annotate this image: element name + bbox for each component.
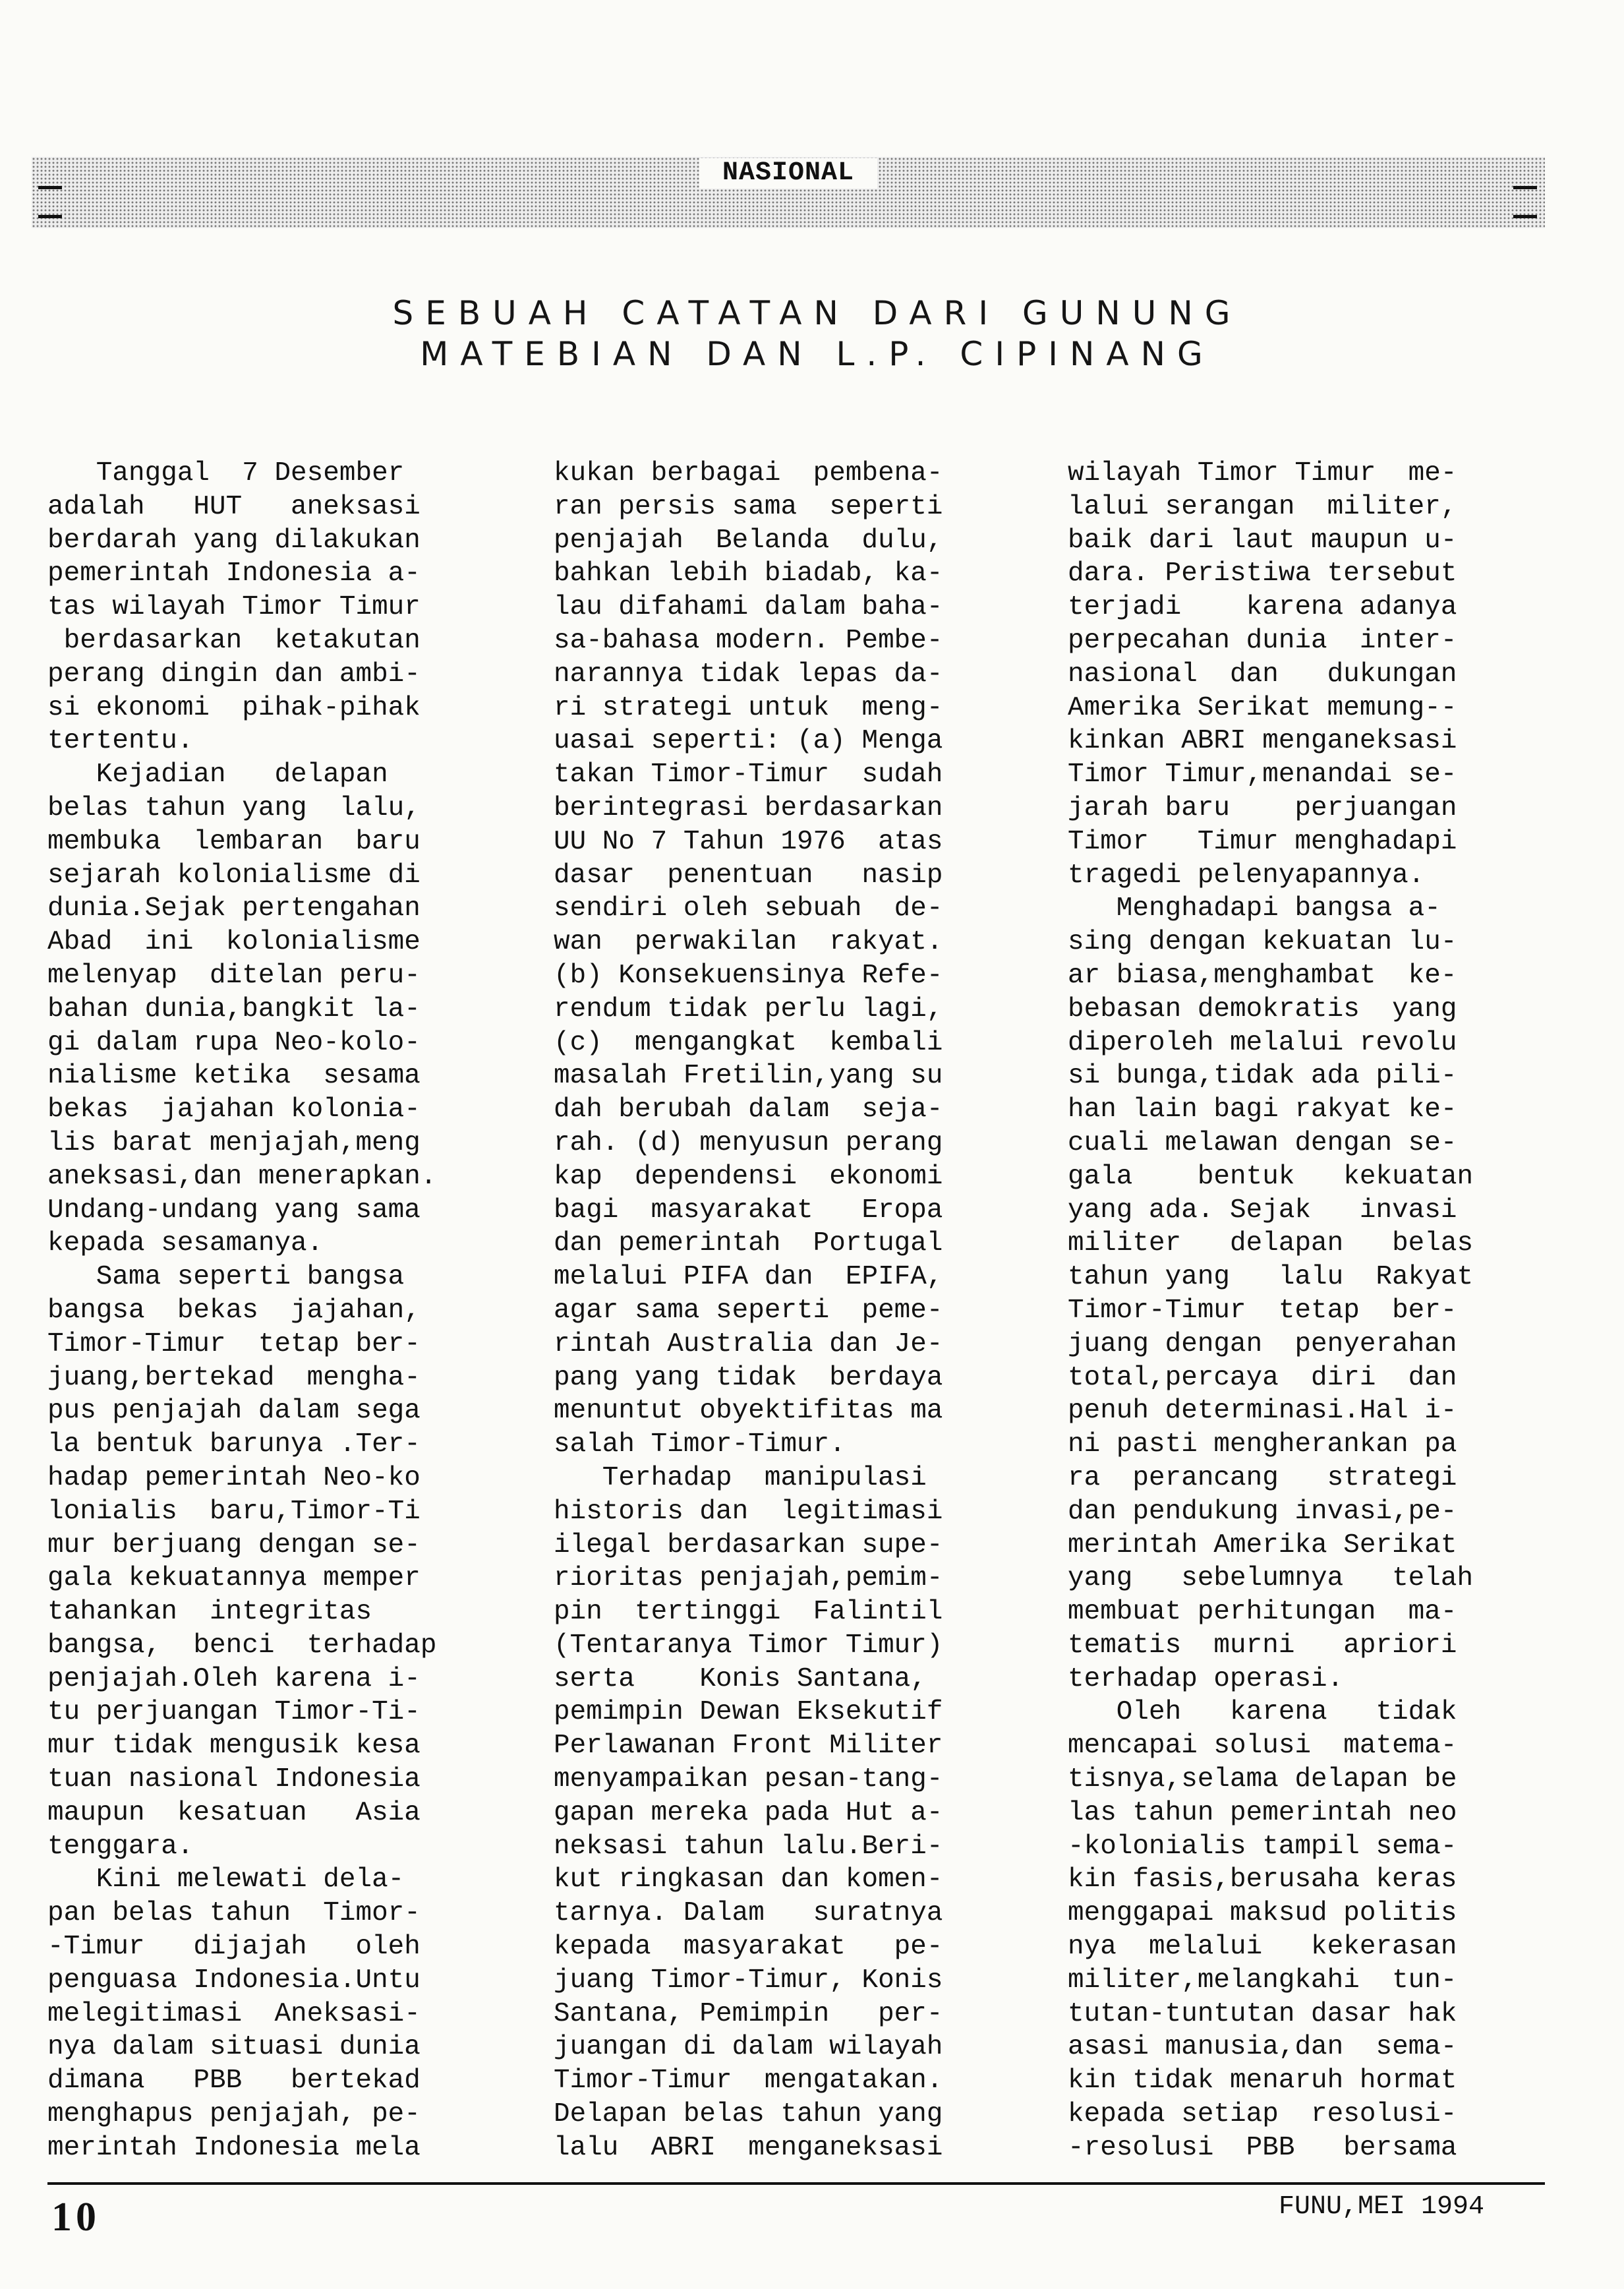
text-line: juangan di dalam wilayah — [554, 2032, 943, 2063]
text-line: rendum tidak perlu lagi, — [554, 994, 943, 1025]
text-line: melalui PIFA dan EPIFA, — [554, 1262, 943, 1293]
text-line: lau difahami dalam baha- — [554, 592, 943, 623]
text-line: adalah HUT aneksasi — [47, 491, 420, 522]
text-line: -Timur dijajah oleh — [47, 1932, 420, 1963]
text-line: lonialis baru,Timor-Ti — [47, 1496, 420, 1527]
text-line: Kini melewati dela- — [47, 1864, 405, 1895]
text-line: sejarah kolonialisme di — [47, 860, 420, 891]
text-line: gala kekuatannya memper — [47, 1563, 420, 1594]
text-line: kepada setiap resolusi- — [1068, 2099, 1457, 2130]
text-line: penguasa Indonesia.Untu — [47, 1965, 420, 1996]
text-line: rintah Australia dan Je- — [554, 1328, 943, 1359]
text-line: wilayah Timor Timur me- — [1068, 458, 1457, 489]
text-line: berdarah yang dilakukan — [47, 525, 420, 556]
headline-line-2: MATEBIAN DAN L.P. CIPINANG — [420, 335, 1215, 373]
text-line: lis barat menjajah,meng — [47, 1127, 420, 1158]
text-line: tu perjuangan Timor-Ti- — [47, 1697, 420, 1728]
text-line: sendiri oleh sebuah de- — [554, 893, 943, 924]
text-line: (b) Konsekuensinya Refe- — [554, 960, 943, 991]
text-line: penuh determinasi.Hal i- — [1068, 1396, 1457, 1427]
text-line: baik dari laut maupun u- — [1068, 525, 1457, 556]
text-line: ni pasti mengherankan pa — [1068, 1429, 1457, 1460]
section-header-bar — [32, 157, 1545, 228]
text-line: melenyap ditelan peru- — [47, 960, 420, 991]
text-line: kut ringkasan dan komen- — [554, 1864, 943, 1895]
text-line: Oleh karena tidak — [1068, 1697, 1457, 1728]
page-number: 10 — [51, 2195, 100, 2240]
text-line: rah. (d) menyusun perang — [554, 1127, 943, 1158]
text-line: nya melalui kekerasan — [1068, 1932, 1457, 1963]
text-line: melegitimasi Aneksasi- — [47, 1998, 420, 2029]
text-line: -kolonialis tampil sema- — [1068, 1831, 1457, 1862]
text-line: berdasarkan ketakutan — [47, 625, 420, 656]
text-line: (c) mengangkat kembali — [554, 1027, 943, 1058]
text-line: bangsa bekas jajahan, — [47, 1295, 420, 1326]
text-line: masalah Fretilin,yang su — [554, 1061, 943, 1092]
text-line: Timor-Timur mengatakan. — [554, 2066, 943, 2096]
text-line: militer,melangkahi tun- — [1068, 1965, 1457, 1996]
text-line: han lain bagi rakyat ke- — [1068, 1094, 1457, 1125]
article-column-1 — [47, 457, 522, 2165]
text-line: dunia.Sejak pertengahan — [47, 893, 420, 924]
text-line: uasai seperti: (a) Menga — [554, 726, 943, 757]
text-line: bahkan lebih biadab, ka- — [554, 558, 943, 589]
text-line: dan pendukung invasi,pe- — [1068, 1496, 1457, 1527]
headline-line-1: SEBUAH CATATAN DARI GUNUNG — [392, 294, 1242, 332]
text-line: militer delapan belas — [1068, 1228, 1474, 1259]
text-line: membuka lembaran baru — [47, 826, 420, 857]
text-line: bebasan demokratis yang — [1068, 994, 1457, 1025]
text-line: sa-bahasa modern. Pembe- — [554, 625, 943, 656]
text-line: ri strategi untuk meng- — [554, 692, 943, 723]
text-line: perpecahan dunia inter- — [1068, 625, 1457, 656]
text-line: juang,bertekad mengha- — [47, 1362, 420, 1393]
text-line: menghapus penjajah, pe- — [47, 2099, 420, 2130]
text-line: tutan-tuntutan dasar hak — [1068, 1998, 1457, 2029]
text-line: ra perancang strategi — [1068, 1462, 1457, 1493]
text-line: mur tidak mengusik kesa — [47, 1731, 420, 1762]
text-line: Tanggal 7 Desember — [47, 458, 405, 489]
text-line: bahan dunia,bangkit la- — [47, 994, 420, 1025]
text-line: mur berjuang dengan se- — [47, 1530, 420, 1561]
text-line: (Tentaranya Timor Timur) — [554, 1630, 943, 1661]
text-line: membuat perhitungan ma- — [1068, 1597, 1457, 1628]
text-line: aneksasi,dan menerapkan. — [47, 1161, 437, 1192]
text-line: tas wilayah Timor Timur — [47, 592, 420, 623]
text-line: merintah Amerika Serikat — [1068, 1530, 1457, 1561]
text-line: tertentu. — [47, 726, 194, 757]
text-line: maupun kesatuan Asia — [47, 1797, 420, 1828]
text-line: historis dan legitimasi — [554, 1496, 943, 1527]
text-line: bekas jajahan kolonia- — [47, 1094, 420, 1125]
text-line: pang yang tidak berdaya — [554, 1362, 943, 1393]
text-line: pemimpin Dewan Eksekutif — [554, 1697, 943, 1728]
text-line: gala bentuk kekuatan — [1068, 1161, 1474, 1192]
text-line: merintah Indonesia mela — [47, 2132, 420, 2163]
text-line: serta Konis Santana, — [554, 1663, 927, 1694]
text-line: kepada sesamanya. — [47, 1228, 324, 1259]
text-line: Santana, Pemimpin per- — [554, 1998, 943, 2029]
text-line: Perlawanan Front Militer — [554, 1731, 943, 1762]
text-line: ran persis sama seperti — [554, 491, 943, 522]
text-line: dimana PBB bertekad — [47, 2066, 420, 2096]
article-column-2 — [554, 457, 1028, 2165]
text-line: penjajah.Oleh karena i- — [47, 1663, 420, 1694]
text-line: Menghadapi bangsa a- — [1068, 893, 1441, 924]
text-line: kin tidak menaruh hormat — [1068, 2066, 1457, 2096]
text-line: UU No 7 Tahun 1976 atas — [554, 826, 943, 857]
text-line: diperoleh melalui revolu — [1068, 1027, 1457, 1058]
text-line: narannya tidak lepas da- — [554, 659, 943, 690]
text-line: cuali melawan dengan se- — [1068, 1127, 1457, 1158]
text-line: rioritas penjajah,pemim- — [554, 1563, 943, 1594]
text-line: juang Timor-Timur, Konis — [554, 1965, 943, 1996]
text-line: Kejadian delapan — [47, 759, 388, 790]
article-headline — [211, 293, 1424, 374]
text-line: Timor-Timur tetap ber- — [1068, 1295, 1457, 1326]
text-line: menuntut obyektifitas ma — [554, 1396, 943, 1427]
text-line: tahun yang lalu Rakyat — [1068, 1262, 1474, 1293]
text-line: nasional dan dukungan — [1068, 659, 1457, 690]
text-line: ilegal berdasarkan supe- — [554, 1530, 943, 1561]
text-line: kinkan ABRI menganeksasi — [1068, 726, 1457, 757]
section-label: NASIONAL — [699, 158, 877, 189]
text-line: pus penjajah dalam sega — [47, 1396, 420, 1427]
text-line: las tahun pemerintah neo — [1068, 1797, 1457, 1828]
right-bar-mark-top — [1513, 186, 1537, 189]
left-bar-mark-top — [38, 186, 62, 189]
text-line: Sama seperti bangsa — [47, 1262, 405, 1293]
text-line: Abad ini kolonialisme — [47, 927, 420, 958]
text-line: tematis murni apriori — [1068, 1630, 1457, 1661]
text-line: terjadi karena adanya — [1068, 592, 1457, 623]
text-line: kukan berbagai pembena- — [554, 458, 943, 489]
text-line: dara. Peristiwa tersebut — [1068, 558, 1457, 589]
text-line: lalu ABRI menganeksasi — [554, 2132, 943, 2163]
text-line: dah berubah dalam seja- — [554, 1094, 943, 1125]
text-line: la bentuk barunya .Ter- — [47, 1429, 420, 1460]
text-line: takan Timor-Timur sudah — [554, 759, 943, 790]
text-line: kap dependensi ekonomi — [554, 1161, 943, 1192]
text-line: menyampaikan pesan-tang- — [554, 1764, 943, 1795]
footer-rule — [47, 2182, 1545, 2185]
text-line: Undang-undang yang sama — [47, 1195, 420, 1226]
text-line: si ekonomi pihak-pihak — [47, 692, 420, 723]
text-line: agar sama seperti peme- — [554, 1295, 943, 1326]
text-line: pemerintah Indonesia a- — [47, 558, 420, 589]
text-line: hadap pemerintah Neo-ko — [47, 1462, 420, 1493]
text-line: Timor Timur,menandai se- — [1068, 759, 1457, 790]
text-line: si bunga,tidak ada pili- — [1068, 1061, 1457, 1092]
text-line: Timor-Timur tetap ber- — [47, 1328, 420, 1359]
text-line: perang dingin dan ambi- — [47, 659, 420, 690]
text-line: Terhadap manipulasi — [554, 1462, 927, 1493]
text-line: yang sebelumnya telah — [1068, 1563, 1474, 1594]
issue-date: FUNU,MEI 1994 — [1279, 2192, 1485, 2222]
text-line: yang ada. Sejak invasi — [1068, 1195, 1457, 1226]
text-line: gapan mereka pada Hut a- — [554, 1797, 943, 1828]
text-line: neksasi tahun lalu.Beri- — [554, 1831, 943, 1862]
text-line: lalui serangan militer, — [1068, 491, 1457, 522]
text-line: menggapai maksud politis — [1068, 1898, 1457, 1929]
text-line: juang dengan penyerahan — [1068, 1328, 1457, 1359]
text-line: berintegrasi berdasarkan — [554, 792, 943, 823]
text-line: salah Timor-Timur. — [554, 1429, 846, 1460]
text-line: tenggara. — [47, 1831, 194, 1862]
text-line: nya dalam situasi dunia — [47, 2032, 420, 2063]
article-column-3 — [1068, 457, 1542, 2165]
text-line: Amerika Serikat memung-- — [1068, 692, 1457, 723]
left-bar-mark-bottom — [38, 215, 62, 218]
text-line: belas tahun yang lalu, — [47, 792, 420, 823]
text-line: bangsa, benci terhadap — [47, 1630, 437, 1661]
text-line: kepada masyarakat pe- — [554, 1932, 943, 1963]
text-line: wan perwakilan rakyat. — [554, 927, 943, 958]
text-line: gi dalam rupa Neo-kolo- — [47, 1027, 420, 1058]
text-line: pin tertinggi Falintil — [554, 1597, 943, 1628]
text-line: nialisme ketika sesama — [47, 1061, 420, 1092]
text-line: tarnya. Dalam suratnya — [554, 1898, 943, 1929]
text-line: Delapan belas tahun yang — [554, 2099, 943, 2130]
text-line: asasi manusia,dan sema- — [1068, 2032, 1457, 2063]
text-line: total,percaya diri dan — [1068, 1362, 1457, 1393]
text-line: bagi masyarakat Eropa — [554, 1195, 943, 1226]
text-line: terhadap operasi. — [1068, 1663, 1344, 1694]
text-line: mencapai solusi matema- — [1068, 1731, 1457, 1762]
text-line: tisnya,selama delapan be — [1068, 1764, 1457, 1795]
text-line: dasar penentuan nasip — [554, 860, 943, 891]
text-line: tuan nasional Indonesia — [47, 1764, 420, 1795]
text-line: tahankan integritas — [47, 1597, 372, 1628]
text-line: jarah baru perjuangan — [1068, 792, 1457, 823]
text-line: ar biasa,menghambat ke- — [1068, 960, 1457, 991]
text-line: pan belas tahun Timor- — [47, 1898, 420, 1929]
text-line: tragedi pelenyapannya. — [1068, 860, 1425, 891]
text-line: Timor Timur menghadapi — [1068, 826, 1457, 857]
text-line: sing dengan kekuatan lu- — [1068, 927, 1457, 958]
right-bar-mark-bottom — [1513, 215, 1537, 218]
text-line: kin fasis,berusaha keras — [1068, 1864, 1457, 1895]
text-line: penjajah Belanda dulu, — [554, 525, 943, 556]
text-line: dan pemerintah Portugal — [554, 1228, 943, 1259]
text-line: -resolusi PBB bersama — [1068, 2132, 1457, 2163]
